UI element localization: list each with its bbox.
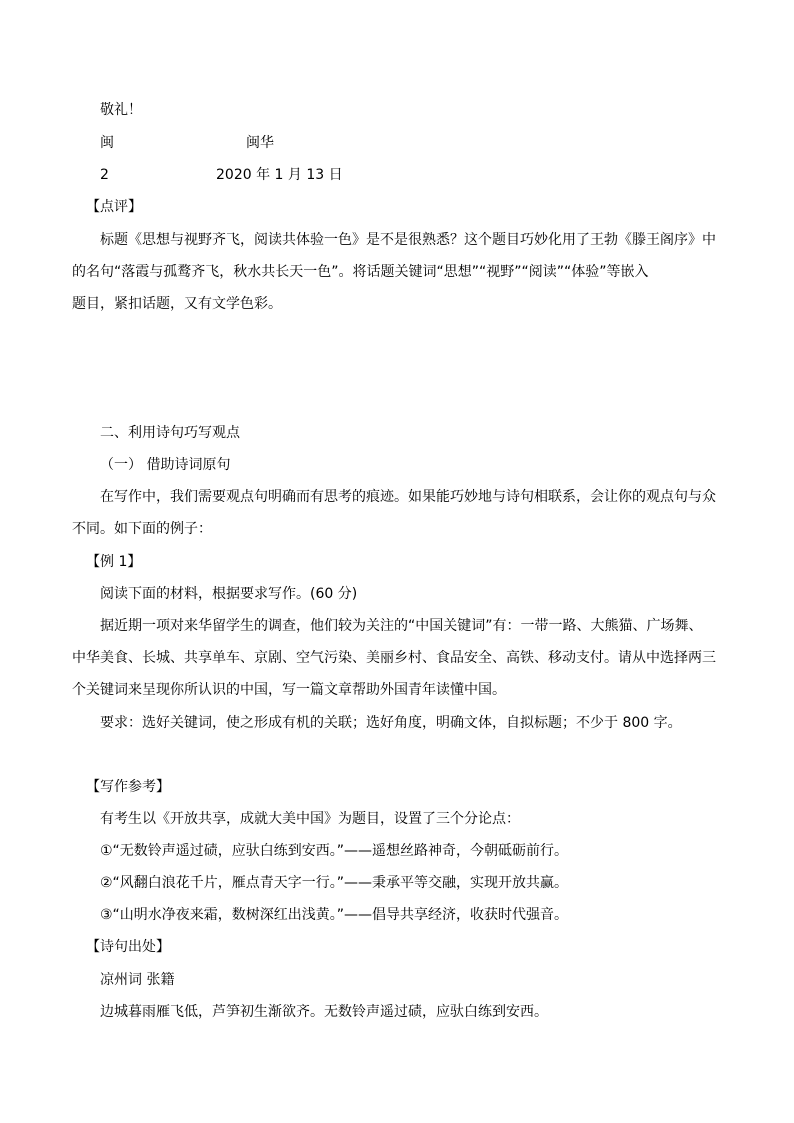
review-line-1: 标题《思想与视野齐飞，阅读共体验一色》是不是很熟悉？这个题目巧妙化用了王勃《滕王阁序》中 <box>100 232 716 248</box>
reference-point-1: ①“无数铃声遥过碛，应驮白练到安西。”——遥想丝路神奇，今朝砥砺前行。 <box>100 843 569 859</box>
review-line-3: 题目，紧扣话题，又有文学色彩。 <box>72 296 282 312</box>
review-line-2: 的名句“落霞与孤鹜齐飞，秋水共长天一色”。将话题关键词“思想”“视野”“阅读”“体验”等嵌入 <box>72 264 649 280</box>
intro-line-2: 不同。如下面的例子： <box>72 521 212 537</box>
poem-line: 边城暮雨雁飞低，芦笋初生渐欲齐。无数铃声遥过碛，应驮白练到安西。 <box>100 1004 548 1020</box>
requirement: 要求：选好关键词，使之形成有机的关联；选好角度，明确文体，自拟标题；不少于 800 字。 <box>100 715 682 731</box>
intro-line-1: 在写作中，我们需要观点句明确而有思考的痕迹。如果能巧妙地与诗句相联系，会让你的观点句与众 <box>100 489 716 505</box>
reference-heading: 【写作参考】 <box>86 779 170 795</box>
reference-point-2: ②“风翻白浪花千片，雁点青天字一行。”——秉承平等交融，实现开放共赢。 <box>100 875 569 891</box>
reference-intro: 有考生以《开放共享，成就大美中国》为题目，设置了三个分论点： <box>100 811 520 827</box>
closing-date-line <box>100 165 343 185</box>
section-title: 二、利用诗句巧写观点 <box>100 425 240 441</box>
closing-names <box>100 133 274 153</box>
material-line-3: 个关键词来呈现你所认识的中国，写一篇文章帮助外国青年读懂中国。 <box>72 682 506 698</box>
name-left: 闽 <box>100 135 114 151</box>
subsection-title: （一） 借助诗词原句 <box>100 457 231 473</box>
name-right: 闽华 <box>246 135 274 151</box>
closing-salute: 敬礼！ <box>100 102 142 118</box>
material-line-2: 中华美食、长城、共享单车、京剧、空气污染、美丽乡村、食品安全、高铁、移动支付。请从中选择两三 <box>72 650 716 666</box>
reference-point-3: ③“山明水净夜来霜，数树深红出浅黄。”——倡导共享经济，收获时代强音。 <box>100 907 569 923</box>
closing-number: 2 <box>100 167 109 183</box>
poem-title: 凉州词 张籍 <box>100 972 175 988</box>
source-heading: 【诗句出处】 <box>86 939 170 955</box>
review-heading: 【点评】 <box>86 199 142 215</box>
closing-date: 2020 年 1 月 13 日 <box>216 167 343 183</box>
example-label: 【例 1】 <box>86 554 142 570</box>
material-line-1: 据近期一项对来华留学生的调查，他们较为关注的“中国关键词”有：一带一路、大熊猫、广场舞、 <box>100 618 703 634</box>
prompt: 阅读下面的材料，根据要求写作。(60 分) <box>100 586 358 602</box>
